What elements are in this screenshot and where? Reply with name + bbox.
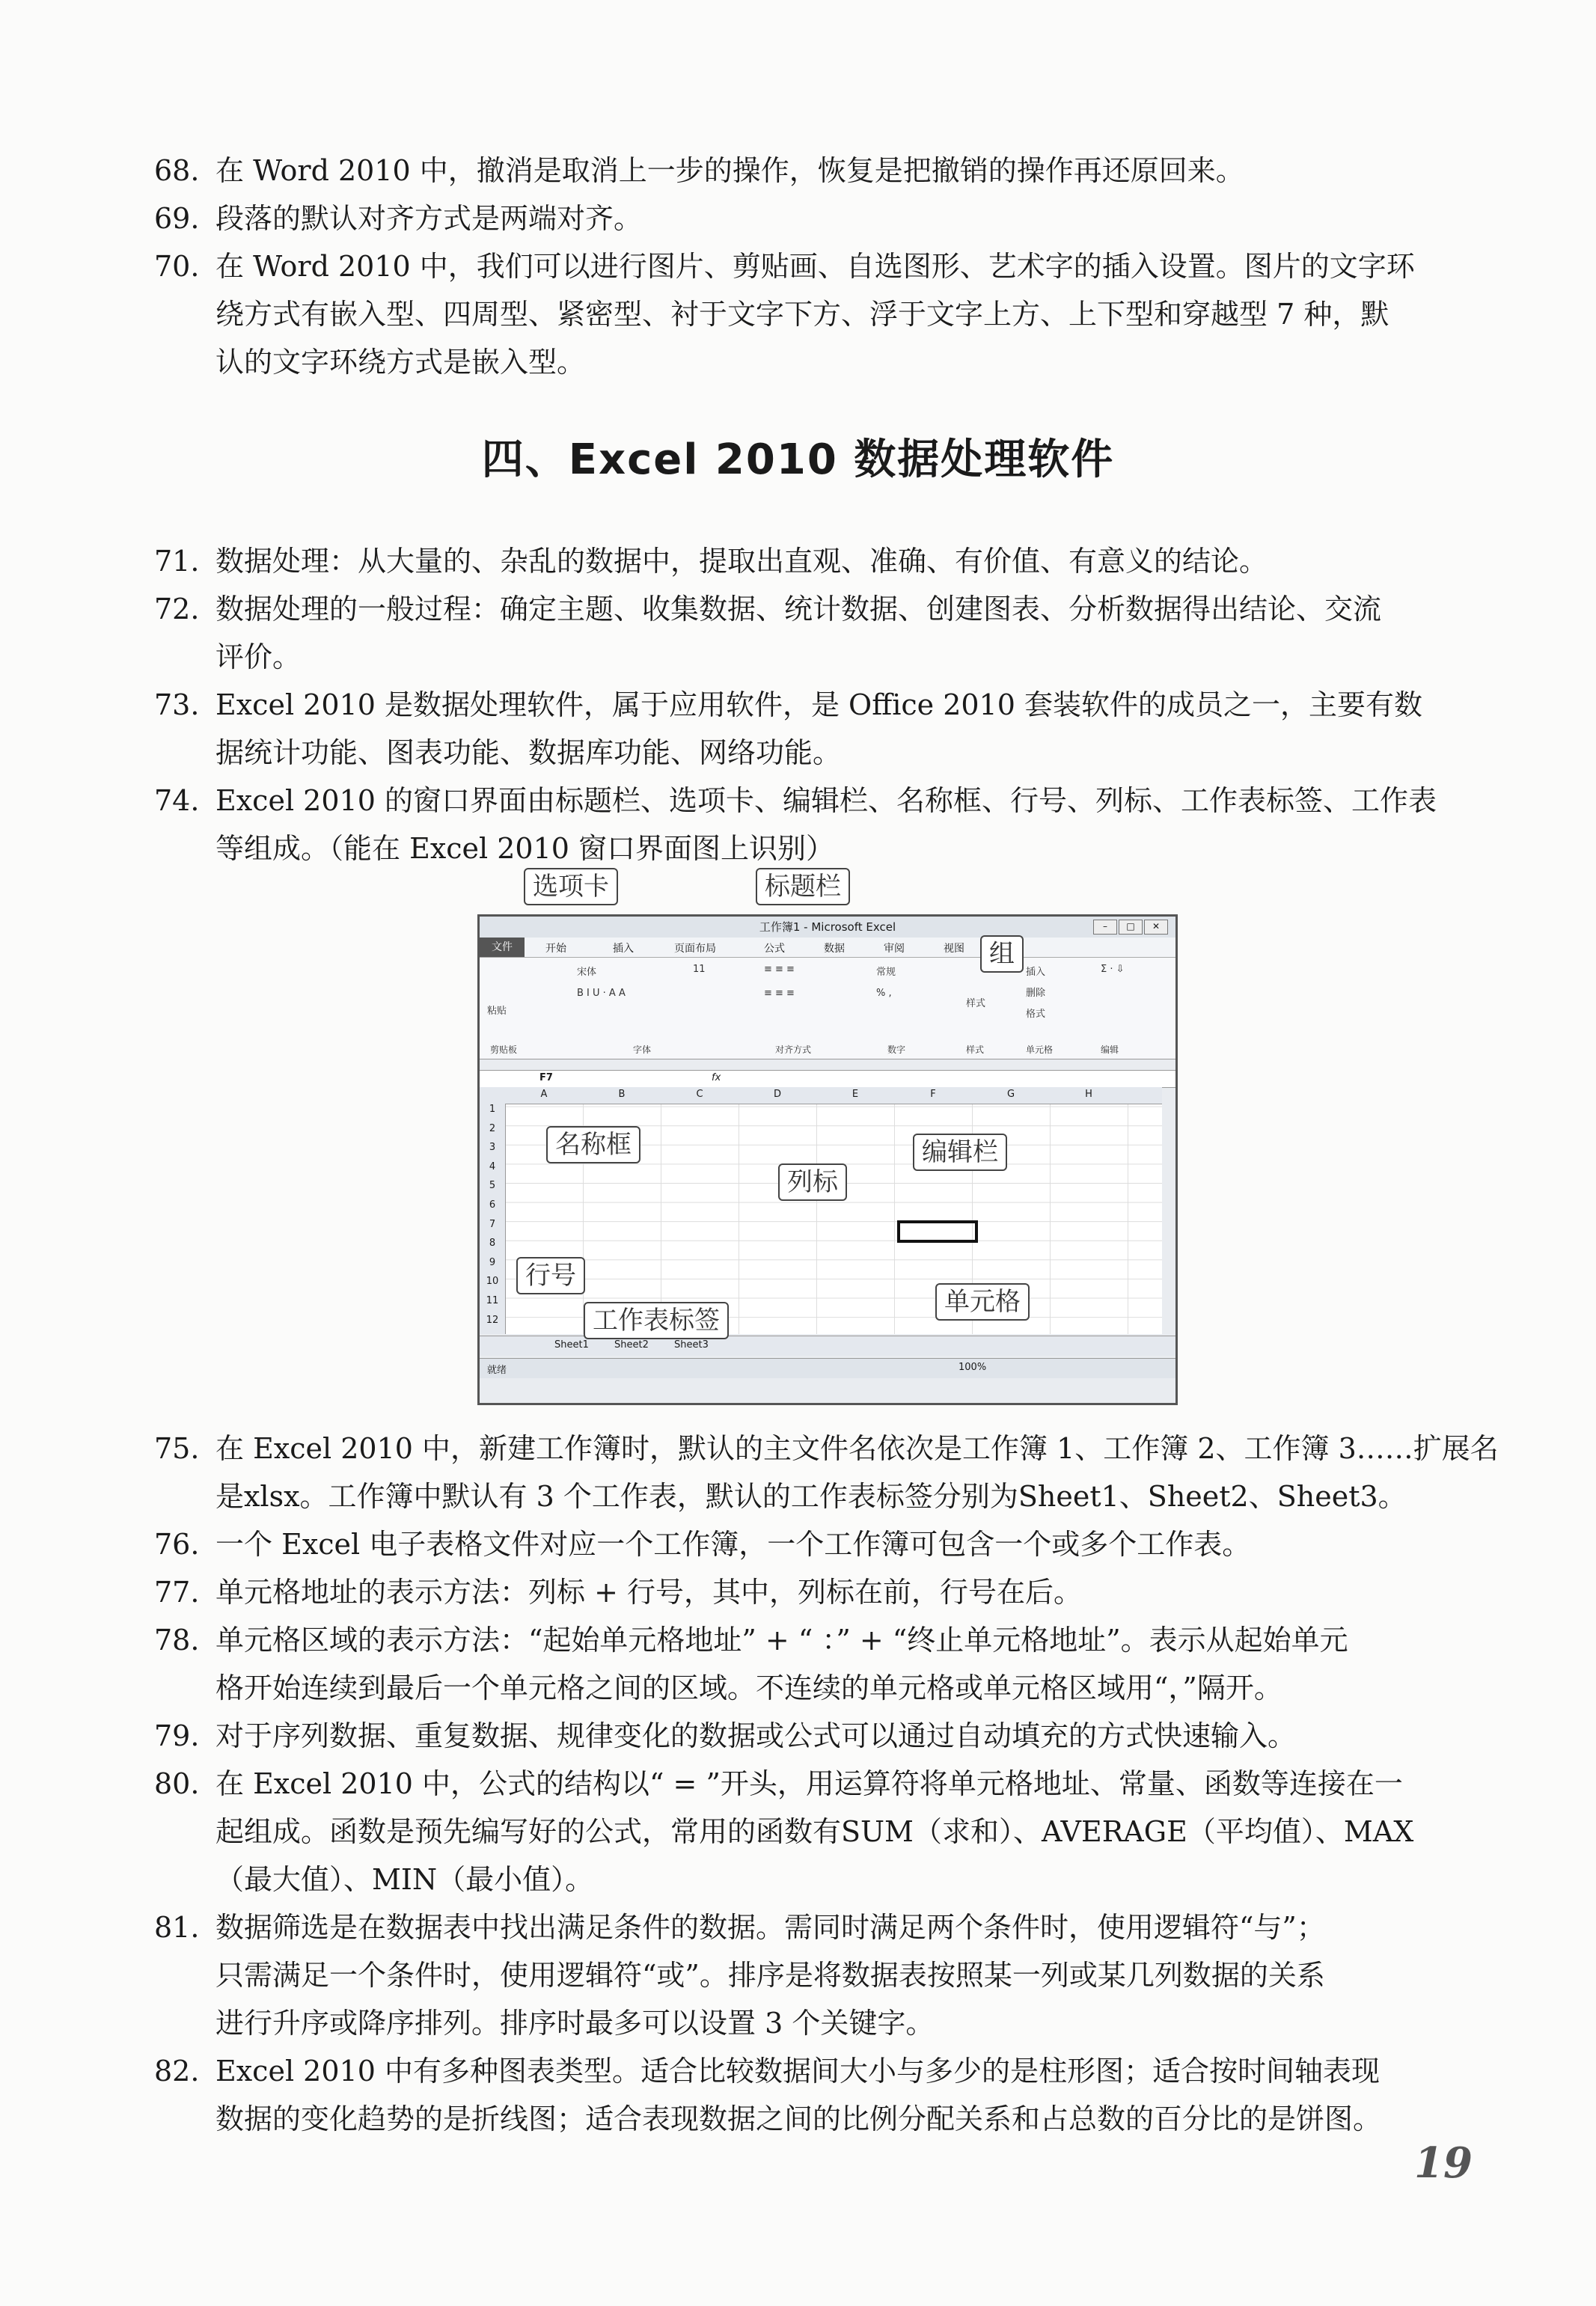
group-alignment: 对齐方式 [775, 1045, 812, 1055]
sheet-tab-1: Sheet1 [554, 1339, 589, 1351]
item-text-line: 绕方式有嵌入型、四周型、紧密型、衬于文字下方、浮于文字上方、上下型和穿越型 7 种，默 [215, 298, 1389, 331]
callout-sheettab: 工作表标签 [584, 1302, 729, 1339]
row-header: 10 [486, 1276, 499, 1288]
column-header: B [618, 1089, 626, 1100]
list-item [154, 1520, 1514, 1568]
item-text-line: Excel 2010 的窗口界面由标题栏、选项卡、编辑栏、名称框、行号、列标、工作表标签、工作表 [215, 784, 1437, 817]
column-header: D [773, 1089, 781, 1100]
group-cells: 单元格 [1026, 1045, 1054, 1055]
item-text-line: 据统计功能、图表功能、数据库功能、网络功能。 [215, 736, 842, 769]
list-item [154, 1616, 1514, 1712]
item-text-line: （最大值）、MIN（最小值）。 [215, 1863, 594, 1896]
item-number: 68. [154, 154, 200, 187]
format-cells: 格式 [1026, 1009, 1046, 1020]
item-number: 73. [154, 688, 200, 721]
list-item [154, 1425, 1514, 1520]
item-text-line: 一个 Excel 电子表格文件对应一个工作簿，一个工作簿可包含一个或多个工作表。 [215, 1528, 1251, 1561]
item-text-line: 评价。 [215, 640, 302, 673]
item-text-line: 是xlsx。工作簿中默认有 3 个工作表，默认的工作表标签分别为Sheet1、Sheet2、Sheet3。 [215, 1480, 1407, 1513]
row-header: 9 [489, 1256, 496, 1268]
group-editing: 编辑 [1101, 1045, 1119, 1055]
callout-namebox: 名称框 [546, 1126, 640, 1163]
column-headers [480, 1087, 1162, 1104]
group-number: 数字 [887, 1045, 906, 1055]
tab-view: 视图 [944, 943, 964, 955]
callout-cell: 单元格 [935, 1283, 1030, 1321]
row-header: 11 [486, 1295, 499, 1306]
title-bar [480, 917, 1175, 938]
formula-bar [480, 1070, 1175, 1088]
sheet-tab-2: Sheet2 [614, 1339, 649, 1351]
tab-review: 审阅 [884, 943, 905, 955]
ribbon [480, 958, 1175, 1059]
tab-data: 数据 [824, 943, 845, 955]
column-header: F [930, 1089, 936, 1100]
item-text-line: 在 Excel 2010 中，公式的结构以“ = ”开头，用运算符将单元格地址、常量、函数等连接在一 [215, 1767, 1403, 1800]
callout-rownum: 行号 [516, 1257, 585, 1294]
percent-icon: % , [876, 988, 892, 999]
font-size: 11 [693, 964, 706, 975]
item-text-line: 在 Word 2010 中，撤消是取消上一步的操作，恢复是把撤销的操作再还原回来。 [215, 154, 1244, 187]
fx-icon: fx [712, 1072, 721, 1083]
window-title: 工作簿1 - Microsoft Excel [759, 920, 896, 934]
list-item [154, 777, 1514, 872]
group-clipboard: 剪贴板 [490, 1045, 518, 1055]
row-header: 4 [489, 1160, 496, 1172]
sum-icon: Σ · ⇩ [1101, 964, 1125, 975]
row-headers [480, 1104, 506, 1334]
row-header: 12 [486, 1314, 499, 1326]
list-item [154, 147, 1514, 195]
item-text-line: 只需满足一个条件时，使用逻辑符“或”。排序是将数据表按照某一列或某几列数据的关系 [215, 1959, 1325, 1992]
paste-button: 粘贴 [487, 1006, 507, 1017]
row-header: 5 [489, 1180, 496, 1192]
item-text-line: Excel 2010 中有多种图表类型。适合比较数据间大小与多少的是柱形图；适合按时间轴表现 [215, 2055, 1380, 2088]
list-item [154, 1568, 1514, 1616]
bold-italic-underline: B I U · A A [577, 988, 626, 999]
align-icon: ≡ ≡ ≡ [764, 964, 795, 975]
item-text-line: 数据处理的一般过程：确定主题、收集数据、统计数据、创建图表、分析数据得出结论、交流 [215, 593, 1382, 626]
insert-cells: 插入 [1026, 967, 1046, 978]
sheet-tabs-bar [480, 1336, 1175, 1356]
item-number: 80. [154, 1767, 200, 1800]
item-text-line: 段落的默认对齐方式是两端对齐。 [215, 202, 643, 235]
align-icon-2: ≡ ≡ ≡ [764, 988, 795, 999]
item-text-line: 在 Word 2010 中，我们可以进行图片、剪贴画、自选图形、艺术字的插入设置。图片的文字环 [215, 250, 1415, 283]
tab-insert: 插入 [613, 943, 634, 955]
group-font: 字体 [633, 1045, 652, 1055]
item-number: 71. [154, 545, 200, 578]
item-text-line: 单元格地址的表示方法：列标 + 行号，其中，列标在前，行号在后。 [215, 1576, 1083, 1609]
item-number: 72. [154, 593, 200, 626]
list-item [154, 537, 1514, 585]
list-item [154, 195, 1514, 242]
item-text-line: 单元格区域的表示方法：“起始单元格地址” + “ ：” + “终止单元格地址”。表示从起始单元 [215, 1624, 1348, 1657]
list-item [154, 2047, 1514, 2143]
sheet-tab-3: Sheet3 [674, 1339, 709, 1351]
item-text-line: 进行升序或降序排列。排序时最多可以设置 3 个关键字。 [215, 2007, 935, 2040]
list-item [154, 585, 1514, 681]
item-text-line: 数据筛选是在数据表中找出满足条件的数据。需同时满足两个条件时，使用逻辑符“与”； [215, 1911, 1325, 1944]
item-number: 82. [154, 2055, 200, 2088]
item-text-line: 格开始连续到最后一个单元格之间的区域。不连续的单元格或单元格区域用“，”隔开。 [215, 1672, 1282, 1704]
item-text-line: 等组成。（能在 Excel 2010 窗口界面图上识别） [215, 832, 835, 865]
item-text-line: 对于序列数据、重复数据、规律变化的数据或公式可以通过自动填充的方式快速输入。 [215, 1719, 1297, 1752]
callout-group: 组 [980, 935, 1024, 973]
item-text-line: 认的文字环绕方式是嵌入型。 [215, 346, 586, 379]
item-number: 76. [154, 1528, 200, 1561]
row-header: 7 [489, 1218, 496, 1230]
item-text-line: 数据的变化趋势的是折线图；适合表现数据之间的比例分配关系和占总数的百分比的是饼图。 [215, 2102, 1382, 2135]
name-box: F7 [539, 1072, 553, 1083]
item-text-line: Excel 2010 是数据处理软件，属于应用软件，是 Office 2010 套装软件的成员之一，主要有数 [215, 688, 1422, 721]
callout-title: 标题栏 [756, 868, 850, 905]
ribbon-tabs [480, 938, 1175, 958]
column-header: H [1085, 1089, 1092, 1100]
number-format: 常规 [876, 967, 896, 978]
font-name: 宋体 [577, 967, 597, 978]
file-tab: 文件 [480, 938, 525, 957]
item-number: 70. [154, 250, 200, 283]
list-item [154, 242, 1514, 386]
status-text: 就绪 [487, 1365, 507, 1376]
list-item [154, 1712, 1514, 1760]
callout-tab: 选项卡 [524, 868, 618, 905]
item-text-line: 起组成。函数是预先编写好的公式，常用的函数有SUM（求和）、AVERAGE（平均值）、MAX [215, 1815, 1414, 1848]
column-header: E [851, 1089, 859, 1100]
item-text-line: 在 Excel 2010 中，新建工作簿时，默认的主文件名依次是工作簿 1、工作簿 2、工作簿 3……扩展名 [215, 1432, 1499, 1465]
list-item [154, 1903, 1514, 2047]
column-header: A [540, 1089, 548, 1100]
delete-cells: 删除 [1026, 988, 1046, 999]
item-number: 69. [154, 202, 200, 235]
item-number: 74. [154, 784, 200, 817]
close-icon: ✕ [1144, 920, 1168, 935]
tab-formulas: 公式 [764, 943, 785, 955]
item-text-line: 数据处理：从大量的、杂乱的数据中，提取出直观、准确、有价值、有意义的结论。 [215, 545, 1268, 578]
list-item [154, 681, 1514, 777]
page-number: 19 [1414, 2138, 1473, 2188]
row-header: 3 [489, 1142, 496, 1154]
tab-home: 开始 [545, 943, 566, 955]
excel-window-figure [471, 868, 1182, 1407]
group-styles: 样式 [966, 1045, 985, 1055]
column-header: C [696, 1089, 703, 1100]
styles-button: 样式 [966, 998, 986, 1009]
item-number: 81. [154, 1911, 200, 1944]
item-number: 78. [154, 1624, 200, 1657]
status-bar [480, 1358, 1175, 1378]
row-header: 6 [489, 1199, 496, 1211]
minimize-icon: – [1093, 920, 1117, 935]
column-header: G [1006, 1089, 1015, 1100]
worksheet-grid [480, 1087, 1162, 1334]
row-header: 2 [489, 1122, 496, 1134]
tab-page-layout: 页面布局 [674, 943, 716, 955]
item-number: 75. [154, 1432, 200, 1465]
item-number: 79. [154, 1719, 200, 1752]
section-title: 四、Excel 2010 数据处理软件 [481, 435, 1115, 484]
row-header: 1 [489, 1104, 496, 1115]
row-header: 8 [489, 1238, 496, 1250]
selected-cell [897, 1220, 978, 1243]
callout-editbar: 编辑栏 [913, 1134, 1007, 1171]
list-item [154, 1760, 1514, 1903]
zoom-level: 100% [958, 1362, 987, 1373]
callout-colhdr: 列标 [778, 1163, 847, 1201]
item-number: 77. [154, 1576, 200, 1609]
maximize-icon: □ [1119, 920, 1143, 935]
